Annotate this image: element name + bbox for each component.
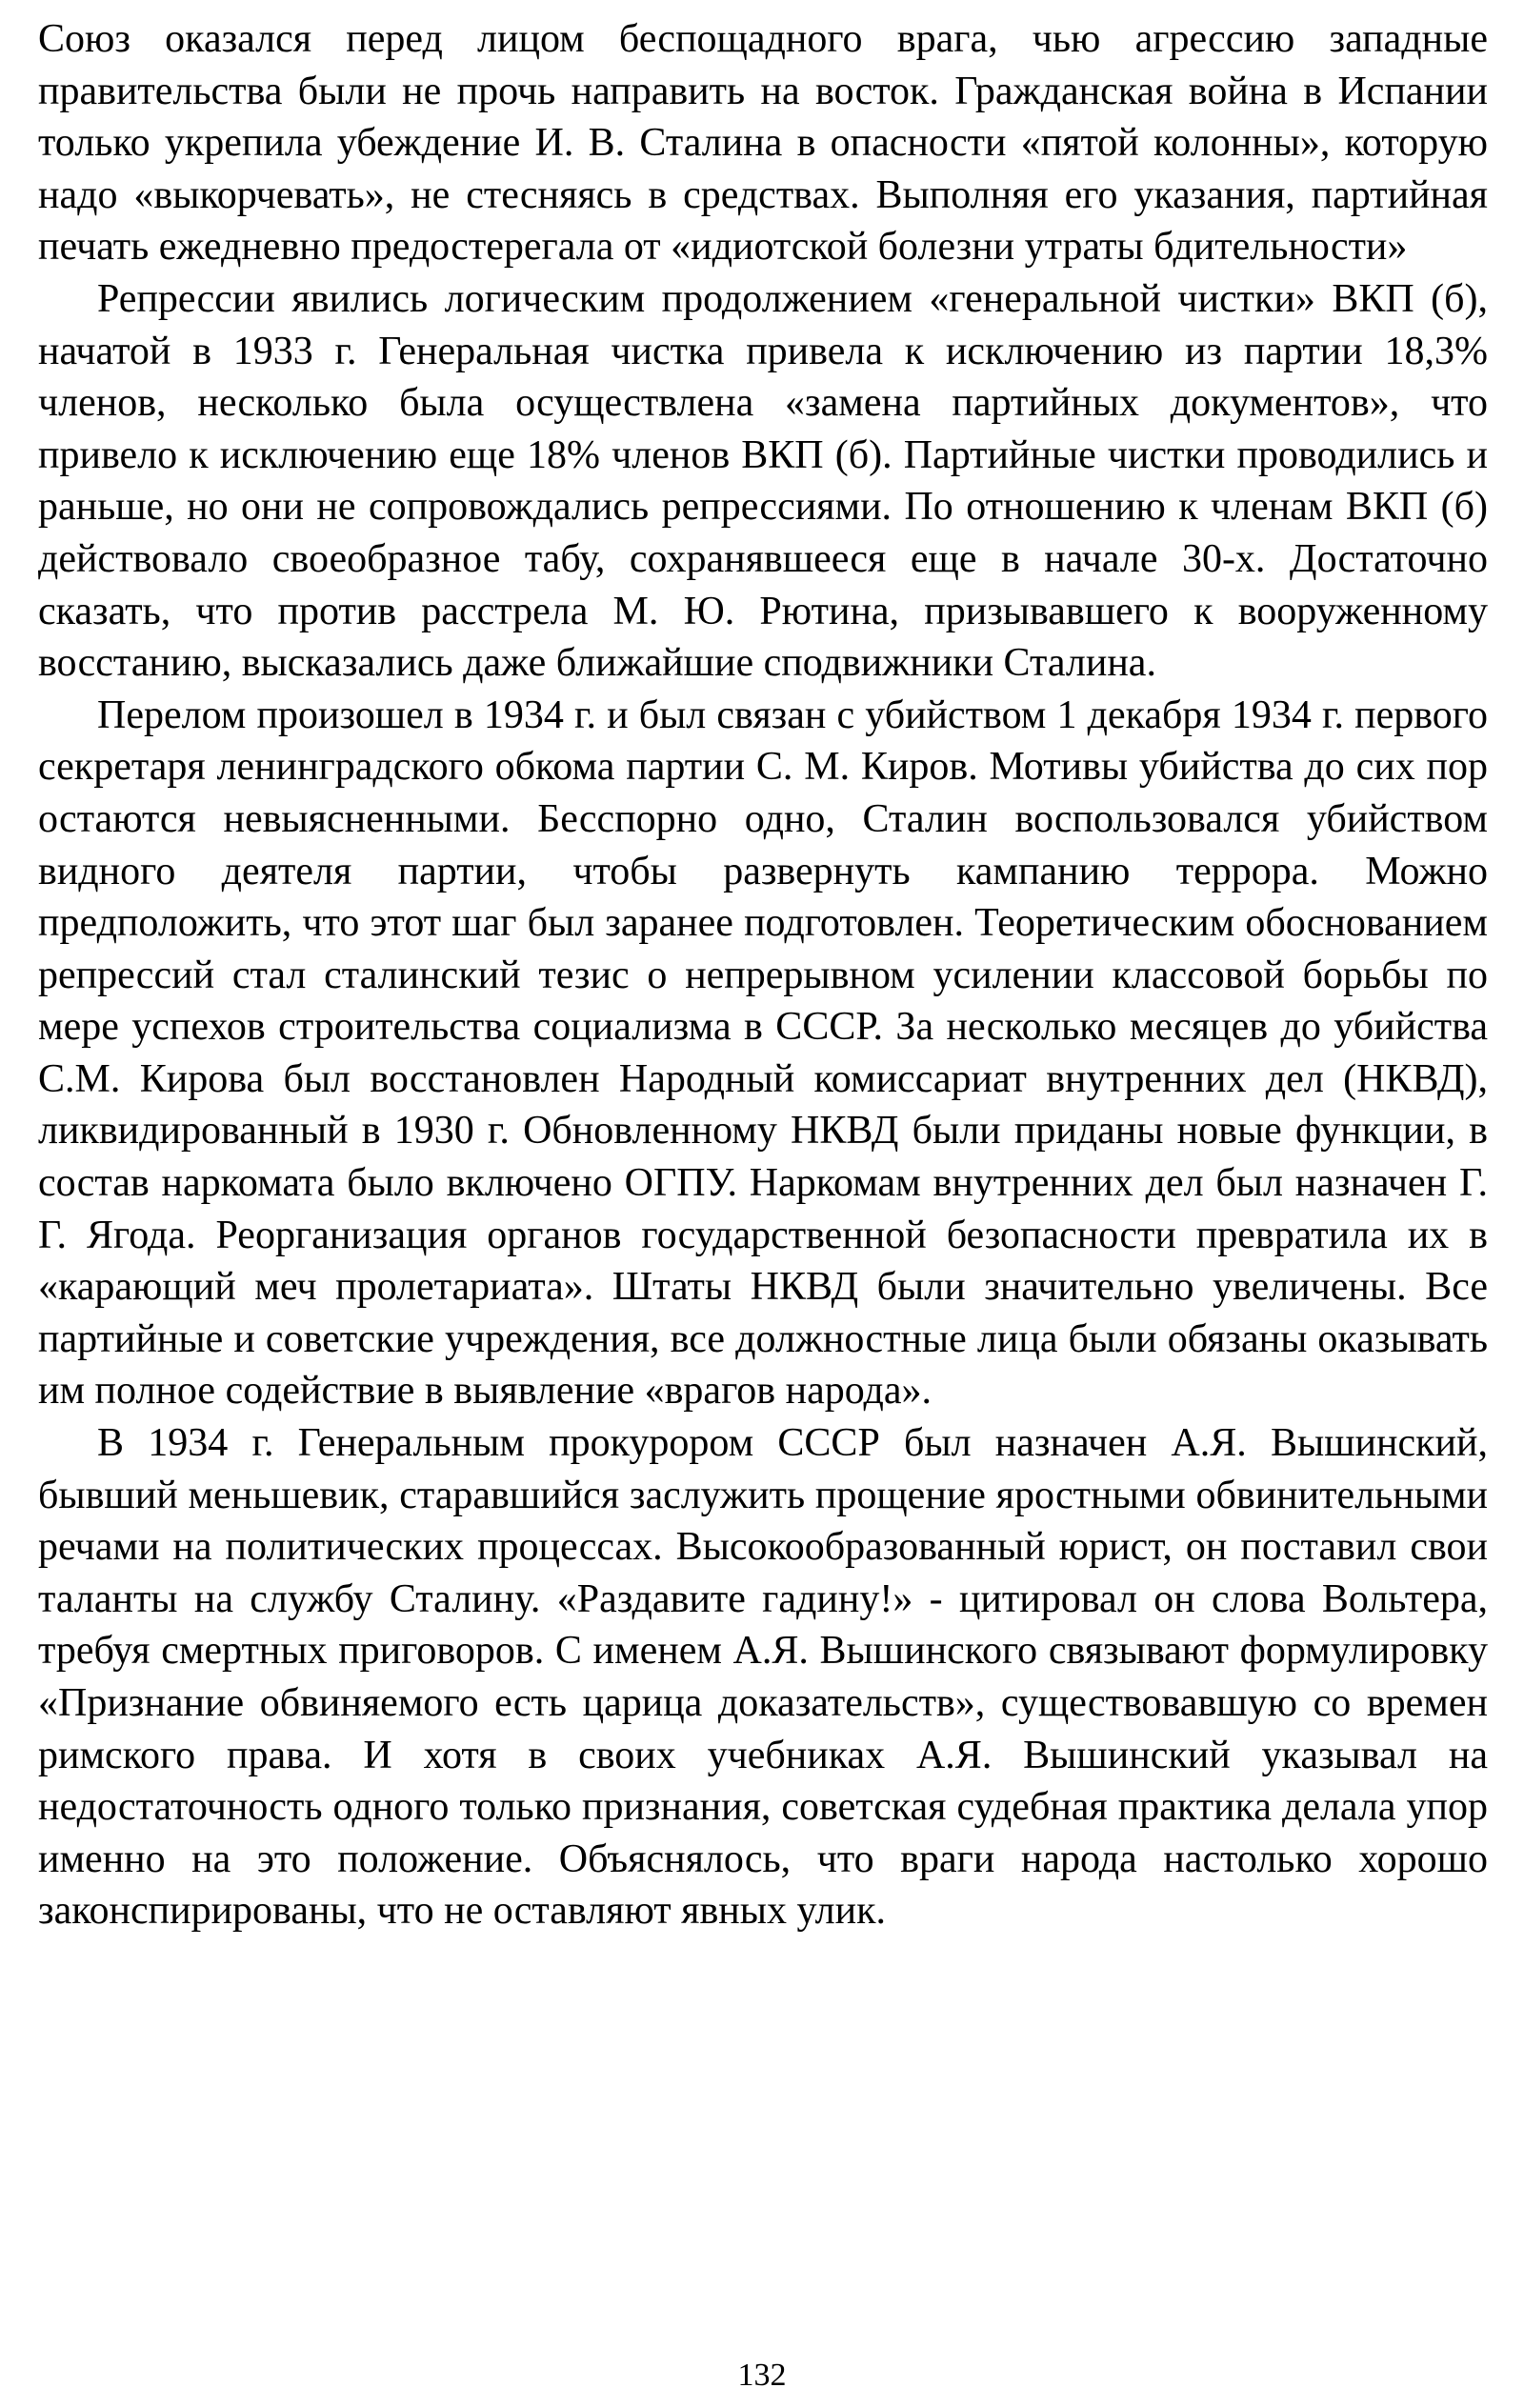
paragraph-2: Репрессии явились логическим продолжением «генеральной чистки» ВКП (б), начатой в 1933 г. Генеральная чистка привела к исключению из партии 18,3% членов, несколько была осуществлена «замена партийных документов», что привело к исключению еще 18% членов ВКП (б). Партийные чистки проводились и раньше, но они не сопровождались репрессиями. По отношению к членам ВКП (б) действовало своеобразное табу, сохранявшееся еще в начале 30-х. Достаточно сказать, что против расстрела М. Ю. Рютина, призывавшего к вооруженному восстанию, высказались даже ближайшие сподвижники Сталина. <box>38 276 1488 686</box>
page-number: 132 <box>737 2358 787 2393</box>
paragraph-3: Перелом произошел в 1934 г. и был связан с убийством 1 декабря 1934 г. первого секретаря ленинградского обкома партии С. М. Киров. Мотивы убийства до сих пор остаются невыясненными. Бесспорно одно, Сталин воспользовался убийством видного деятеля партии, чтобы развернуть кампанию террора. Можно предположить, что этот шаг был заранее подготовлен. Теоретическим обоснованием репрессий стал сталинский тезис о непрерывном усилении классовой борьбы по мере успехов строительства социализма в СССР. За несколько месяцев до убийства С.М. Кирова был восстановлен Народный комиссариат внутренних дел (НКВД), ликвидированный в 1930 г. Обновленному НКВД были приданы новые функции, в состав наркомата было включено ОГПУ. Наркомам внутренних дел был назначен Г. Г. Ягода. Реорганизация органов государственной безопасности превратила их в «карающий меч пролетариата». Штаты НКВД были значительно увеличены. Все партийные и советские учреждения, все должностные лица были обязаны оказывать им полное содействие в выявление «врагов народа». <box>38 692 1488 1414</box>
paragraph-1: Союз оказался перед лицом беспощадного врага, чью агрессию западные правительства были не прочь направить на восток. Гражданская война в Испании только укрепила убеждение И. В. Сталина в опасности «пятой колонны», которую надо «выкорчевать», не стесняясь в средствах. Выполняя его указания, партийная печать ежедневно предостерегала от «идиотской болезни утраты бдительности» <box>38 17 1488 270</box>
document-page <box>38 13 1488 2318</box>
paragraph-4: В 1934 г. Генеральным прокурором СССР был назначен А.Я. Вышинский, бывший меньшевик, старавшийся заслужить прощение яростными обвинительными речами на политических процессах. Высокообразованный юрист, он поставил свои таланты на службу Сталину. «Раздавите гадину!» - цитировал он слова Вольтера, требуя смертных приговоров. С именем А.Я. Вышинского связывают формулировку «Признание обвиняемого есть царица доказательств», существовавшую со времен римского права. И хотя в своих учебниках А.Я. Вышинский указывал на недостаточность одного только признания, советская судебная практика делала упор именно на это положение. Объяснялось, что враги народа настолько хорошо законспирированы, что не оставляют явных улик. <box>38 1421 1488 1934</box>
